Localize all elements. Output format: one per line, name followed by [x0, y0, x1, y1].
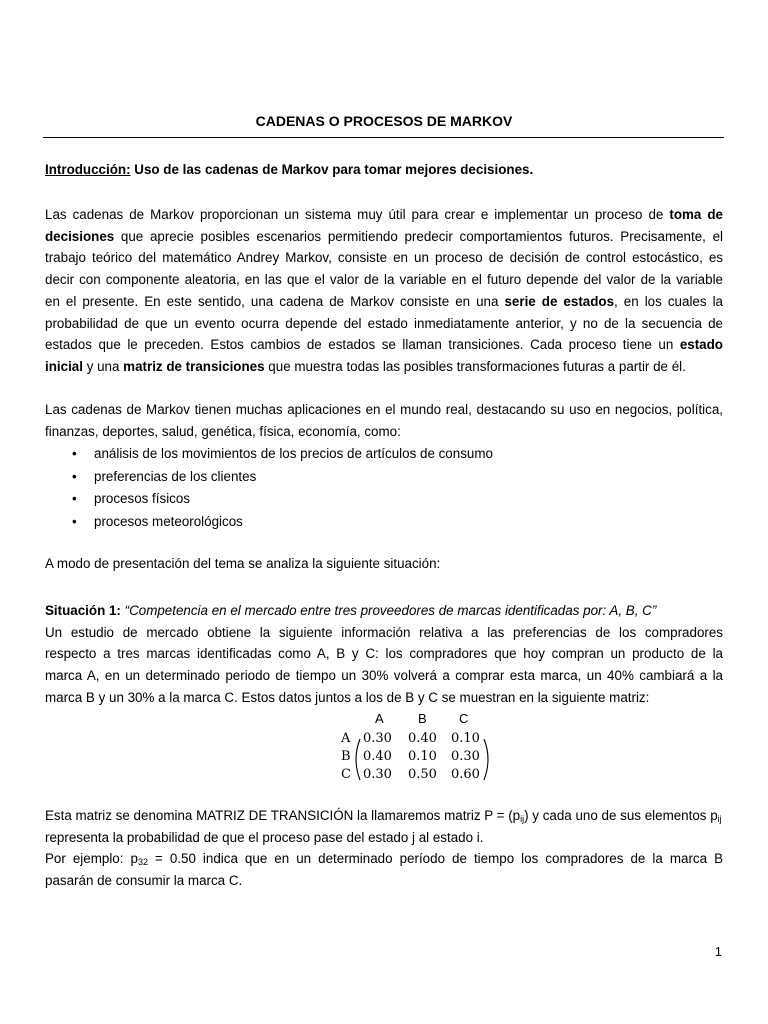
matrix-cell: 0.40: [408, 731, 437, 746]
text-run: en el presente. En este sentido, una cadena de Markov consiste en una: [45, 293, 505, 309]
p1-line: [45, 226, 723, 248]
p1-line: probabilidad de que un evento ocurra depende del estado inmediatamente anterior, y no de la secuencia de: [45, 315, 723, 331]
list-item: [45, 511, 493, 534]
intro-text: Uso de las cadenas de Markov para tomar mejores decisiones.: [130, 162, 534, 177]
list-item: [45, 443, 493, 466]
left-paren: [356, 739, 360, 780]
matrix-row-label: A: [341, 731, 351, 746]
paragraph-applications: [45, 399, 723, 442]
p1-line: trabajo teórico del matemático Andrey Markov, consiste en un proceso de decisión de control estocástico, es: [45, 250, 723, 266]
p4-line: Un estudio de mercado obtiene la siguiente información relativa a las preferencias de los compradores: [45, 624, 723, 640]
bullet-icon: •: [72, 468, 77, 484]
p4-line: [45, 600, 723, 622]
bold-run: matriz de transiciones: [123, 358, 265, 374]
bold-run: estado: [679, 337, 723, 353]
matrix-col-header: C: [459, 711, 469, 726]
p2-line: finanzas, deportes, salud, genética, física, economía, como:: [45, 423, 401, 439]
bullet-icon: •: [72, 491, 77, 507]
matrix-row-label: B: [341, 749, 351, 764]
p1-line: [45, 204, 723, 226]
bullet-icon: •: [72, 514, 77, 530]
matrix-col-header: A: [375, 711, 384, 726]
text-run: Esta matriz se denomina MATRIZ DE TRANSICIÓN la llamaremos matriz P = (p: [45, 808, 521, 823]
list-item-text: análisis de los movimientos de los precios de artículos de consumo: [94, 446, 493, 461]
matrix-cell: 0.10: [451, 731, 480, 746]
p5-line: pasarán de consumir la marca C.: [45, 873, 243, 889]
paragraph-markov-definition: [45, 204, 723, 378]
text-run: Por ejemplo: p: [45, 851, 138, 867]
p5-line: representa la probabilidad de que el proceso pase del estado j al estado i.: [45, 829, 484, 845]
matrix-cell: 0.50: [408, 767, 437, 782]
italic-run: “Competencia en el mercado entre tres proveedores de marcas identificadas por: A, B, C”: [120, 603, 657, 618]
matrix-cell: 0.40: [363, 749, 392, 764]
right-paren: [484, 739, 488, 780]
list-item: [45, 466, 493, 489]
p4-line: marca B y un 30% a la marca C. Estos datos juntos a los de B y C se muestran en la siguiente matriz:: [45, 689, 650, 705]
list-item-text: procesos meteorológicos: [94, 514, 243, 530]
transition-matrix: [341, 707, 501, 783]
text-run: que muestra todas las posibles transformaciones futuras a partir de él.: [264, 358, 686, 374]
p1-line: [45, 291, 723, 313]
applications-list: [45, 443, 493, 534]
matrix-row-label: C: [341, 767, 351, 782]
text-run: = 0.50 indica que en un determinado período de tiempo los compradores de la marca B: [147, 851, 723, 867]
matrix-col-header: B: [418, 711, 427, 726]
matrix-cell: 0.10: [408, 749, 437, 764]
bold-run: inicial: [45, 358, 83, 374]
bold-run: decisiones: [45, 228, 115, 244]
text-run: estados que le preceden. Estos cambios de estados se llaman transiciones. Cada proceso tiene un: [45, 337, 680, 353]
p4-line: marca A, en un determinado periodo de tiempo un 30% volverá a comprar esta marca, un 40% cambiará a la: [45, 668, 723, 684]
paragraph-presentation: A modo de presentación del tema se analiza la siguiente situación:: [45, 556, 441, 571]
p2-line: Las cadenas de Markov tienen muchas aplicaciones en el mundo real, destacando su uso en negocios, política,: [45, 402, 723, 417]
matrix-cell: 0.60: [451, 767, 480, 782]
list-item: [45, 488, 493, 511]
subscript: 32: [137, 857, 148, 868]
subscript: ij: [717, 814, 722, 824]
text-run: , en los cuales la: [614, 293, 724, 309]
text-run: que aprecie posibles escenarios permitiendo predecir comportamientos futuros. Precisamente, el: [114, 228, 723, 244]
bold-run: toma de: [669, 207, 723, 222]
matrix-cell: 0.30: [363, 731, 392, 746]
paragraph-situation-1: [45, 600, 723, 709]
p5-line: [45, 805, 723, 827]
text-run: ) y cada uno de sus elementos p: [524, 808, 718, 823]
list-item-text: procesos físicos: [94, 491, 191, 507]
intro-label: Introducción:: [45, 162, 131, 177]
p1-line: [45, 356, 723, 378]
document-title: CADENAS O PROCESOS DE MARKOV: [255, 113, 513, 129]
p1-line: [45, 334, 723, 356]
subscript: ij: [520, 814, 525, 824]
p4-line: respecto a tres marcas identificadas como A, B y C: los compradores que hoy compran un producto de la: [45, 646, 723, 662]
page-number: 1: [714, 944, 722, 959]
bold-run: Situación 1:: [45, 603, 121, 618]
matrix-cell: 0.30: [363, 767, 392, 782]
title-rule: [43, 137, 724, 138]
p5-line: [45, 848, 723, 870]
matrix-cell: 0.30: [451, 749, 480, 764]
p1-line: decir con componente aleatoria, en las que el valor de la variable en el futuro depende del valor de la variable: [45, 272, 723, 288]
text-run: Las cadenas de Markov proporcionan un sistema muy útil para crear e implementar un proceso de: [45, 207, 670, 222]
list-item-text: preferencias de los clientes: [94, 468, 257, 484]
intro-heading: [45, 162, 533, 177]
text-run: y una: [82, 358, 124, 374]
paragraph-matrix-explanation: [45, 805, 723, 892]
bullet-icon: •: [72, 446, 77, 461]
bold-run: serie de estados: [504, 293, 615, 309]
